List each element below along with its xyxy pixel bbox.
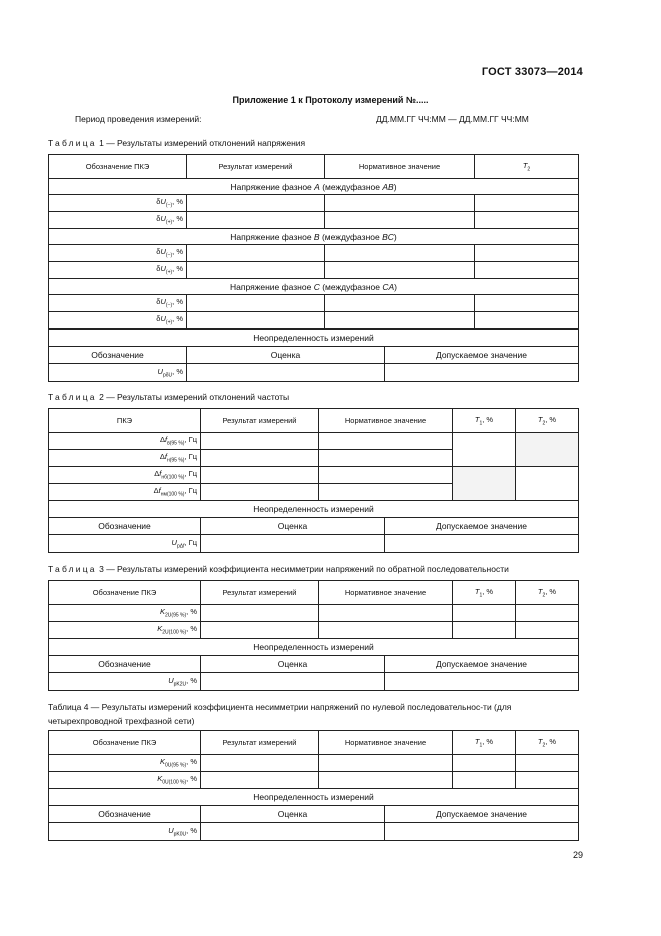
t3-unc-row: $U_{pK2U}$, % [49, 673, 201, 691]
t4-cell [453, 755, 516, 772]
t4-unc-header-estimate: Оценка [201, 806, 385, 823]
t4-row-k0u100: $K_{0U(100 \%)}$, % [49, 772, 201, 789]
t1-cell [187, 295, 325, 312]
standard-number: ГОСТ 33073—2014 [481, 66, 583, 78]
t3-row-k2u100: $K_{2U(100 \%)}$, % [49, 622, 201, 639]
t4-cell [319, 772, 453, 789]
table2 [48, 408, 579, 501]
t3-header-pke: Обозначение ПКЭ [49, 581, 201, 605]
t4-header-result: Результат измерений [201, 731, 319, 755]
t4-cell [453, 772, 516, 789]
t1-unc-header-symbol: Обозначение [49, 347, 187, 364]
t3-cell [516, 622, 579, 639]
t4-header-pke: Обозначение ПКЭ [49, 731, 201, 755]
table3 [48, 580, 579, 639]
t3-unc-cell [385, 673, 579, 691]
t1-section-b: Напряжение фазное B (междуфазное BC) [49, 229, 579, 245]
table1-uncertainty [48, 329, 579, 382]
t2-unc-header-symbol: Обозначение [49, 518, 201, 535]
t2-t2-cell [516, 467, 579, 501]
t1-cell [475, 195, 579, 212]
t3-unc-cell [201, 673, 385, 691]
t3-cell [516, 605, 579, 622]
t1-unc-cell [385, 364, 579, 382]
t4-cell [201, 755, 319, 772]
t2-cell [319, 450, 453, 467]
t4-unc-header-allowed: Допускаемое значение [385, 806, 579, 823]
t2-header-result: Результат измерений [201, 409, 319, 433]
t1-cell [187, 262, 325, 279]
t3-cell [319, 605, 453, 622]
table1 [48, 154, 579, 329]
t3-cell [319, 622, 453, 639]
t1-row-du-minus: $\delta U_{(-)}$, % [49, 195, 187, 212]
t1-row-du-minus: $\delta U_{(-)}$, % [49, 245, 187, 262]
t2-cell [319, 433, 453, 450]
table4-caption: Таблица 4 — Результаты измерений коэффициента несимметрии напряжений по нулевой последовательнос-ти (для четырехпроводной трехфазной сети) [48, 702, 512, 726]
t3-unc-header-estimate: Оценка [201, 656, 385, 673]
period-label: Период проведения измерений: [75, 114, 202, 124]
t4-cell [516, 755, 579, 772]
t4-cell [516, 772, 579, 789]
t4-cell [201, 772, 319, 789]
t2-uncertainty-title: Неопределенность измерений [49, 501, 579, 518]
t2-cell [319, 467, 453, 484]
t2-header-t2: $T_2$, % [516, 409, 579, 433]
t1-header-t2: $T_2$ [475, 155, 579, 179]
t2-row-dfnm: $\Delta f_{нм(100 \%)}$, Гц [49, 484, 201, 501]
t2-unc-header-allowed: Допускаемое значение [385, 518, 579, 535]
t4-unc-header-symbol: Обозначение [49, 806, 201, 823]
t2-cell [201, 450, 319, 467]
t2-unc-cell [201, 535, 385, 553]
t4-cell [319, 755, 453, 772]
t3-header-t1: $T_1$, % [453, 581, 516, 605]
t4-uncertainty-title: Неопределенность измерений [49, 789, 579, 806]
table1-caption: Таблица 1 — Результаты измерений отклонений напряжения [48, 138, 306, 148]
t1-row-du-plus: $\delta U_{(+)}$, % [49, 312, 187, 329]
t4-unc-cell [385, 823, 579, 841]
t2-row-dfnb: $\Delta f_{нб(100 \%)}$, Гц [49, 467, 201, 484]
t4-unc-row: $U_{pK0U}$, % [49, 823, 201, 841]
t1-uncertainty-title: Неопределенность измерений [49, 330, 579, 347]
t1-cell [475, 312, 579, 329]
table2-uncertainty [48, 500, 579, 553]
table3-uncertainty [48, 638, 579, 691]
t2-header-pke: ПКЭ [49, 409, 201, 433]
t2-cell [201, 467, 319, 484]
t2-cell [201, 484, 319, 501]
t1-cell [475, 295, 579, 312]
t4-header-t2: $T_2$, % [516, 731, 579, 755]
t1-cell [325, 212, 475, 229]
table2-caption: Таблица 2 — Результаты измерений отклонений частоты [48, 392, 290, 402]
t2-row-dfv: $\Delta f_{в(95 \%)}$, Гц [49, 433, 201, 450]
t1-cell [325, 312, 475, 329]
t1-cell [187, 212, 325, 229]
t1-cell [325, 195, 475, 212]
page-number: 29 [572, 850, 583, 860]
table4-uncertainty [48, 788, 579, 841]
t1-cell [325, 262, 475, 279]
t4-row-k0u95: $K_{0U(95 \%)}$, % [49, 755, 201, 772]
t1-cell [187, 195, 325, 212]
t4-header-norm: Нормативное значение [319, 731, 453, 755]
t1-header-result: Результат измерений [187, 155, 325, 179]
annex-title: Приложение 1 к Протоколу измерений №..... [232, 95, 429, 105]
t3-header-t2: $T_2$, % [516, 581, 579, 605]
t2-t2-cell [516, 433, 579, 467]
table4 [48, 730, 579, 789]
t3-row-k2u95: $K_{2U(95 \%)}$, % [49, 605, 201, 622]
t3-uncertainty-title: Неопределенность измерений [49, 639, 579, 656]
t3-cell [201, 622, 319, 639]
t1-header-norm: Нормативное значение [325, 155, 475, 179]
t1-cell [475, 245, 579, 262]
t2-header-t1: $T_1$, % [453, 409, 516, 433]
t1-section-a: Напряжение фазное A (междуфазное AB) [49, 179, 579, 195]
t1-row-du-minus: $\delta U_{(-)}$, % [49, 295, 187, 312]
t2-row-dfn: $\Delta f_{н(95 \%)}$, Гц [49, 450, 201, 467]
t2-t1-cell [453, 433, 516, 467]
t1-header-pke: Обозначение ПКЭ [49, 155, 187, 179]
t2-cell [319, 484, 453, 501]
t1-cell [325, 295, 475, 312]
t2-header-norm: Нормативное значение [319, 409, 453, 433]
t1-unc-header-estimate: Оценка [187, 347, 385, 364]
t3-header-result: Результат измерений [201, 581, 319, 605]
t1-cell [475, 212, 579, 229]
t1-cell [187, 312, 325, 329]
t3-cell [201, 605, 319, 622]
t3-cell [453, 605, 516, 622]
t1-row-du-plus: $\delta U_{(+)}$, % [49, 262, 187, 279]
t3-cell [453, 622, 516, 639]
t1-cell [187, 245, 325, 262]
table3-caption: Таблица 3 — Результаты измерений коэффициента несимметрии напряжений по обратной последовательности [48, 564, 509, 574]
t2-cell [201, 433, 319, 450]
t1-row-du-plus: $\delta U_{(+)}$, % [49, 212, 187, 229]
t3-unc-header-allowed: Допускаемое значение [385, 656, 579, 673]
t1-cell [475, 262, 579, 279]
t1-cell [325, 245, 475, 262]
t1-section-c: Напряжение фазное C (междуфазное CA) [49, 279, 579, 295]
t2-unc-header-estimate: Оценка [201, 518, 385, 535]
t4-header-t1: $T_1$, % [453, 731, 516, 755]
t4-unc-cell [201, 823, 385, 841]
t1-unc-cell [187, 364, 385, 382]
t3-unc-header-symbol: Обозначение [49, 656, 201, 673]
t1-unc-header-allowed: Допускаемое значение [385, 347, 579, 364]
t2-unc-row: $U_{p\Delta f}$, Гц [49, 535, 201, 553]
t2-unc-cell [385, 535, 579, 553]
period-value: ДД.ММ.ГГ ЧЧ:ММ — ДД.ММ.ГГ ЧЧ:ММ [376, 114, 529, 124]
t1-unc-row: $U_{p\delta U}$, % [49, 364, 187, 382]
t3-header-norm: Нормативное значение [319, 581, 453, 605]
t2-t1-cell [453, 467, 516, 501]
